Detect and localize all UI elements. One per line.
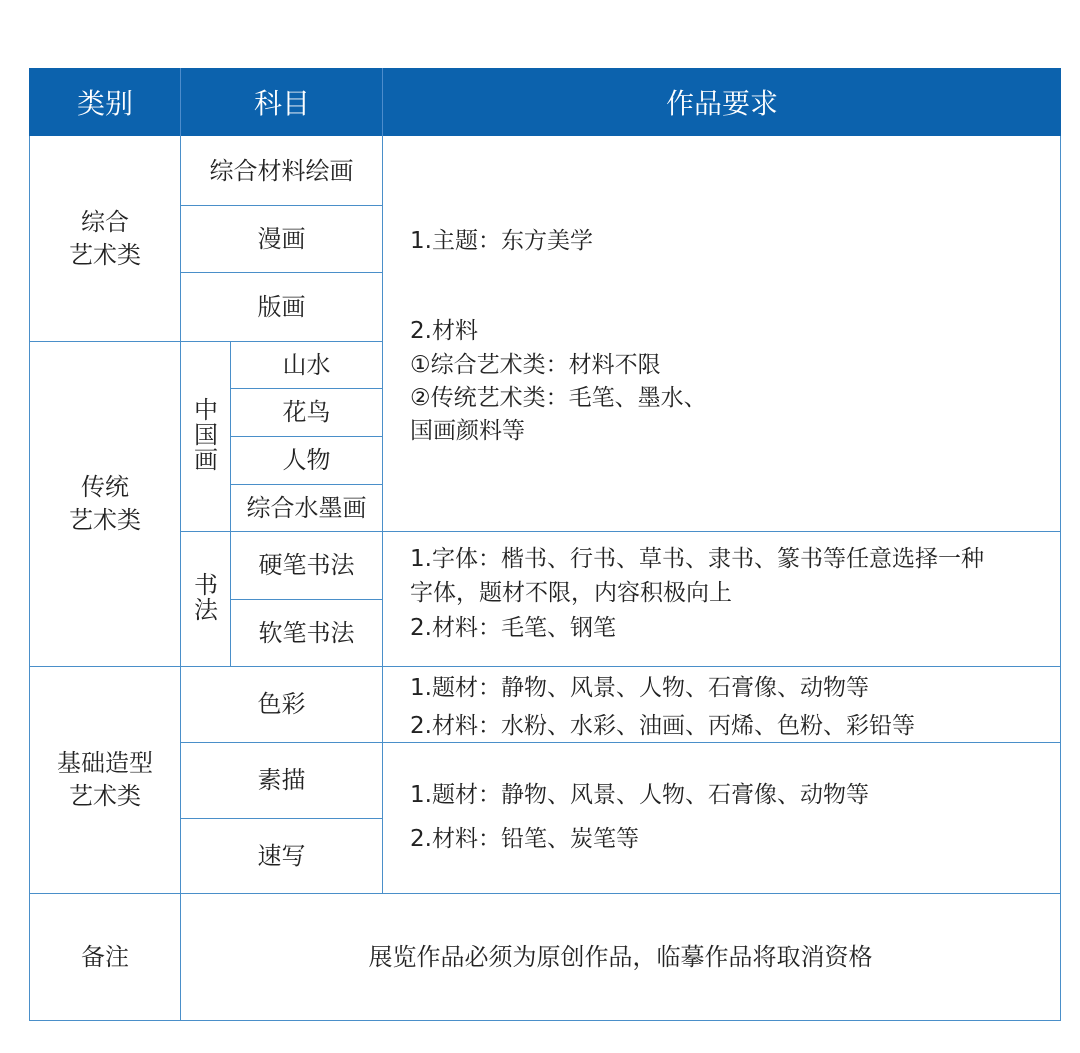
subject-cell: 综合水墨画 (246, 493, 367, 522)
requirement-line: 2.材料 (410, 318, 478, 344)
category-name-line: 艺术类 (69, 241, 141, 269)
shufa-label-char: 书 (194, 571, 218, 599)
guohua-label-char: 国 (194, 421, 218, 449)
requirement-line: 1.主题：东方美学 (410, 228, 593, 254)
note-text: 展览作品必须为原创作品，临摹作品将取消资格 (368, 942, 873, 971)
category-name-line: 综合 (81, 208, 129, 236)
guohua-vertical-label (193, 398, 219, 473)
subject-cell: 山水 (282, 350, 331, 379)
subject-cell: 综合材料绘画 (209, 156, 354, 185)
requirement-line: ②传统艺术类：毛笔、墨水、 (410, 385, 707, 411)
category-name-line: 传统 (81, 473, 129, 501)
subject-cell: 漫画 (257, 224, 306, 253)
shufa-label-char: 法 (194, 596, 218, 624)
category-zonghe (30, 137, 180, 341)
note-label: 备注 (81, 942, 129, 971)
header-subject: 科目 (253, 87, 310, 120)
table-border (29, 1020, 1061, 1021)
requirement-line: 1.题材：静物、风景、人物、石膏像、动物等 (410, 782, 869, 808)
shufa-vertical-label (193, 573, 219, 623)
guohua-label-char: 画 (194, 446, 218, 474)
header-divider (180, 68, 181, 136)
requirement-line: 2.材料：铅笔、炭笔等 (410, 826, 639, 852)
category-chuantong (30, 342, 180, 666)
subject-cell: 人物 (282, 446, 331, 474)
subject-cell: 版画 (257, 292, 306, 321)
category-name-line: 基础造型 (57, 749, 153, 777)
requirement-line: 2.材料：水粉、水彩、油画、丙烯、色粉、彩铅等 (410, 713, 915, 739)
subject-cell: 硬笔书法 (258, 551, 355, 579)
category-name-line: 艺术类 (69, 782, 141, 810)
table-border (1060, 136, 1061, 1020)
subject-cell: 速写 (257, 841, 306, 870)
requirement-line: 1.字体：楷书、行书、草书、隶书、篆书等任意选择一种 (410, 546, 984, 572)
header-category: 类别 (76, 87, 133, 120)
subject-cell: 软笔书法 (258, 618, 355, 647)
category-name-line: 艺术类 (69, 506, 141, 534)
requirement-line: 1.题材：静物、风景、人物、石膏像、动物等 (410, 675, 869, 701)
subject-cell: 素描 (257, 766, 306, 794)
subject-cell: 色彩 (257, 690, 306, 718)
category-jichu (30, 667, 180, 893)
requirement-line: 字体，题材不限，内容积极向上 (410, 580, 732, 606)
guohua-label-char: 中 (194, 396, 218, 424)
requirement-line: 国画颜料等 (410, 418, 525, 444)
subject-cell: 花鸟 (282, 398, 331, 426)
header-requirement: 作品要求 (665, 87, 778, 120)
column-divider (382, 136, 383, 893)
requirement-line: 2.材料：毛笔、钢笔 (410, 615, 616, 641)
header-divider (382, 68, 383, 136)
requirement-line: ①综合艺术类：材料不限 (410, 352, 661, 378)
